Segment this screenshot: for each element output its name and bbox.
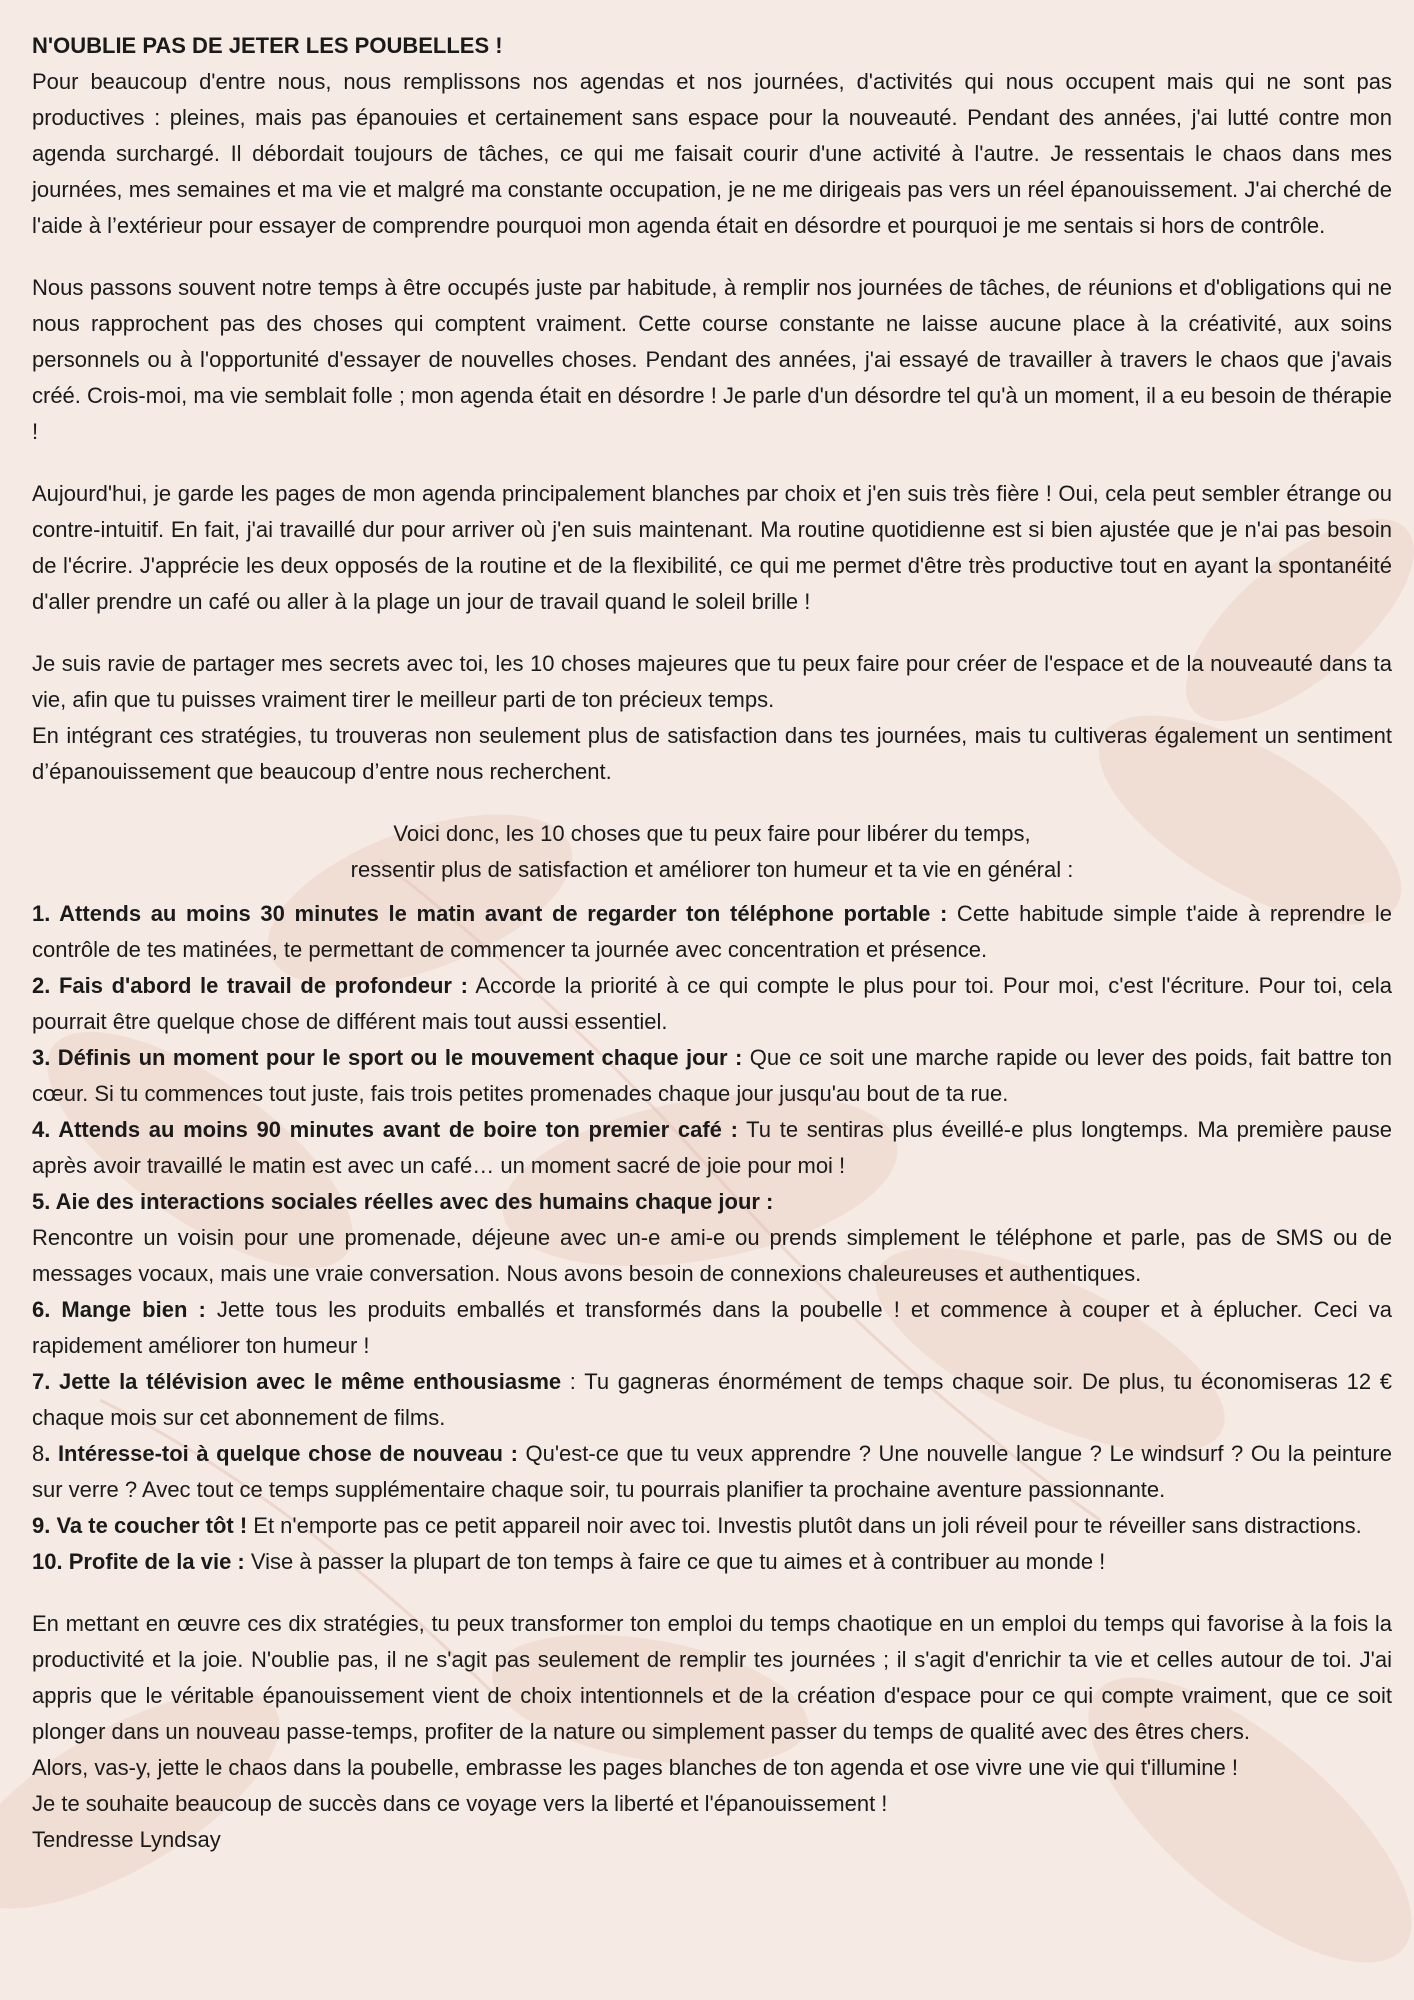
paragraph-3: Aujourd'hui, je garde les pages de mon agenda principalement blanches par choix et j'en suis très fière ! Oui, cela peut sembler étrange ou contre-intuitif. En fait, j'ai travaillé dur pour arriver où j'en suis maintenant. Ma routine quotidienne est si bien ajustée que je n'ai pas besoin de l'écrire. J'apprécie les deux opposés de la routine et de la flexibilité, ce qui me permet d'être très productive tout en ayant la spontanéité d'aller prendre un café ou aller à la plage un jour de travail quand le soleil brille ! bbox=[32, 481, 1392, 614]
list-item-text: Accorde la priorité à ce qui compte le plus pour toi. Pour moi, c'est l'écriture. Pour toi, cela pourrait être quelque chose de différent mais tout aussi essentiel. bbox=[32, 973, 1392, 1034]
list-item-heading: 2. Fais d'abord le travail de profondeur : bbox=[32, 973, 468, 998]
paragraph-2: Nous passons souvent notre temps à être occupés juste par habitude, à remplir nos journées de tâches, de réunions et d'obligations qui ne nous rapprochent pas des choses qui comptent vraiment. Cette course constante ne laisse aucune place à la créativité, aux soins personnels ou à l'opportunité d'essayer de nouvelles choses. Pendant des années, j'ai essayé de travailler à travers le chaos que j'avais créé. Crois-moi, ma vie semblait folle ; mon agenda était en désordre ! Je parle d'un désordre tel qu'à un moment, il a eu besoin de thérapie ! bbox=[32, 275, 1392, 444]
list-item-heading: . Intéresse-toi à quelque chose de nouveau : bbox=[44, 1441, 518, 1466]
paragraph-share: Je suis ravie de partager mes secrets avec toi, les 10 choses majeures que tu peux faire pour créer de l'espace et de la nouveauté dans ta vie, afin que tu puisses vraiment tirer le meilleur parti de ton précieux temps. bbox=[32, 651, 1392, 712]
signature: Tendresse Lyndsay bbox=[32, 1827, 221, 1852]
list-item bbox=[32, 1040, 1392, 1112]
closing-line-3: Je te souhaite beaucoup de succès dans ce voyage vers la liberté et l'épanouissement ! bbox=[32, 1791, 888, 1816]
list-item bbox=[32, 896, 1392, 968]
list-item-heading: 4. Attends au moins 90 minutes avant de boire ton premier café : bbox=[32, 1117, 738, 1142]
list-item bbox=[32, 1112, 1392, 1184]
list-item bbox=[32, 968, 1392, 1040]
list-item-heading: 7. Jette la télévision avec le même enthousiasme bbox=[32, 1369, 562, 1394]
list-item-heading: 9. Va te coucher tôt ! bbox=[32, 1513, 248, 1538]
list-item-text: Qu'est-ce que tu veux apprendre ? Une nouvelle langue ? Le windsurf ? Ou la peinture sur verre ? Avec tout ce temps supplémentaire chaque soir, tu pourrais planifier ta prochaine aventure passionnante. bbox=[32, 1441, 1392, 1502]
paragraph-1: Pour beaucoup d'entre nous, nous remplissons nos agendas et nos journées, d'activités qui nous occupent mais qui ne sont pas productives : pleines, mais pas épanouies et certainement sans espace pour la nouveauté. Pendant des années, j'ai lutté contre mon agenda surchargé. Il débordait toujours de tâches, ce qui me faisait courir d'une activité à l'autre. Je ressentais le chaos dans mes journées, mes semaines et ma vie et malgré ma constante occupation, je ne me dirigeais pas vers un réel épanouissement. J'ai cherché de l'aide à l’extérieur pour essayer de comprendre pourquoi mon agenda était en désordre et pourquoi je me sentais si hors de contrôle. bbox=[32, 69, 1392, 238]
list-item-text: Jette tous les produits emballés et transformés dans la poubelle ! et commence à couper et à éplucher. Ceci va rapidement améliorer ton humeur ! bbox=[32, 1297, 1392, 1358]
list-item-text: : Tu gagneras énormément de temps chaque soir. De plus, tu économiseras 12 € chaque mois sur cet abonnement de films. bbox=[32, 1369, 1392, 1430]
list-item-text: Que ce soit une marche rapide ou lever des poids, fait battre ton cœur. Si tu commences tout juste, fais trois petites promenades chaque jour jusqu'au bout de ta rue. bbox=[32, 1045, 1392, 1106]
paragraph-integrate: En intégrant ces stratégies, tu trouveras non seulement plus de satisfaction dans tes journées, mais tu cultiveras également un sentiment d’épanouissement que beaucoup d’entre nous recherchent. bbox=[32, 723, 1392, 784]
list-item bbox=[32, 1436, 1392, 1508]
strategy-list bbox=[32, 896, 1392, 1580]
list-item bbox=[32, 1364, 1392, 1436]
list-item-text: Vise à passer la plupart de ton temps à faire ce que tu aimes et à contribuer au monde ! bbox=[244, 1549, 1106, 1574]
list-item bbox=[32, 1508, 1392, 1544]
list-item-heading: 6. Mange bien : bbox=[32, 1297, 206, 1322]
list-intro-line-2: ressentir plus de satisfaction et améliorer ton humeur et ta vie en général : bbox=[350, 857, 1074, 882]
list-intro bbox=[32, 816, 1392, 888]
closing-paragraph: En mettant en œuvre ces dix stratégies, tu peux transformer ton emploi du temps chaotique en un emploi du temps qui favorise à la fois la productivité et la joie. N'oublie pas, il ne s'agit pas seulement de remplir tes journées ; il s'agit d'enrichir ta vie et celles autour de toi. J'ai appris que le véritable épanouissement vient de choix intentionnels et de la création d'espace pour ce qui compte vraiment, que ce soit plonger dans un nouveau passe-temps, profiter de la nature ou simplement passer du temps de qualité avec des êtres chers. bbox=[32, 1611, 1392, 1744]
list-item bbox=[32, 1544, 1392, 1580]
list-item-text: Cette habitude simple t'aide à reprendre le contrôle de tes matinées, te permettant de commencer ta journée avec concentration et présence. bbox=[32, 901, 1392, 962]
list-item bbox=[32, 1184, 1392, 1220]
list-item-text: Et n'emporte pas ce petit appareil noir avec toi. Investis plutôt dans un joli réveil pour te réveiller sans distractions. bbox=[247, 1513, 1362, 1538]
document-title: N'OUBLIE PAS DE JETER LES POUBELLES ! bbox=[32, 33, 503, 58]
closing-line-2: Alors, vas-y, jette le chaos dans la poubelle, embrasse les pages blanches de ton agenda et ose vivre une vie qui t'illumine ! bbox=[32, 1755, 1238, 1780]
list-item-number: 8 bbox=[32, 1441, 45, 1466]
list-item-text: Tu te sentiras plus éveillé-e plus longtemps. Ma première pause après avoir travaillé le matin est avec un café… un moment sacré de joie pour moi ! bbox=[32, 1117, 1392, 1178]
list-item-heading: 5. Aie des interactions sociales réelles avec des humains chaque jour : bbox=[32, 1189, 774, 1214]
list-item-heading: 1. Attends au moins 30 minutes le matin avant de regarder ton téléphone portable : bbox=[32, 901, 948, 926]
list-item-heading: 3. Définis un moment pour le sport ou le mouvement chaque jour : bbox=[32, 1045, 743, 1070]
list-item-heading: 10. Profite de la vie : bbox=[32, 1549, 245, 1574]
list-intro-line-1: Voici donc, les 10 choses que tu peux faire pour libérer du temps, bbox=[393, 821, 1031, 846]
list-item-continuation: Rencontre un voisin pour une promenade, déjeune avec un-e ami-e ou prends simplement le téléphone et parle, pas de SMS ou de messages vocaux, mais une vraie conversation. Nous avons besoin de connexions chaleureuses et authentiques. bbox=[32, 1225, 1392, 1286]
list-item bbox=[32, 1292, 1392, 1364]
